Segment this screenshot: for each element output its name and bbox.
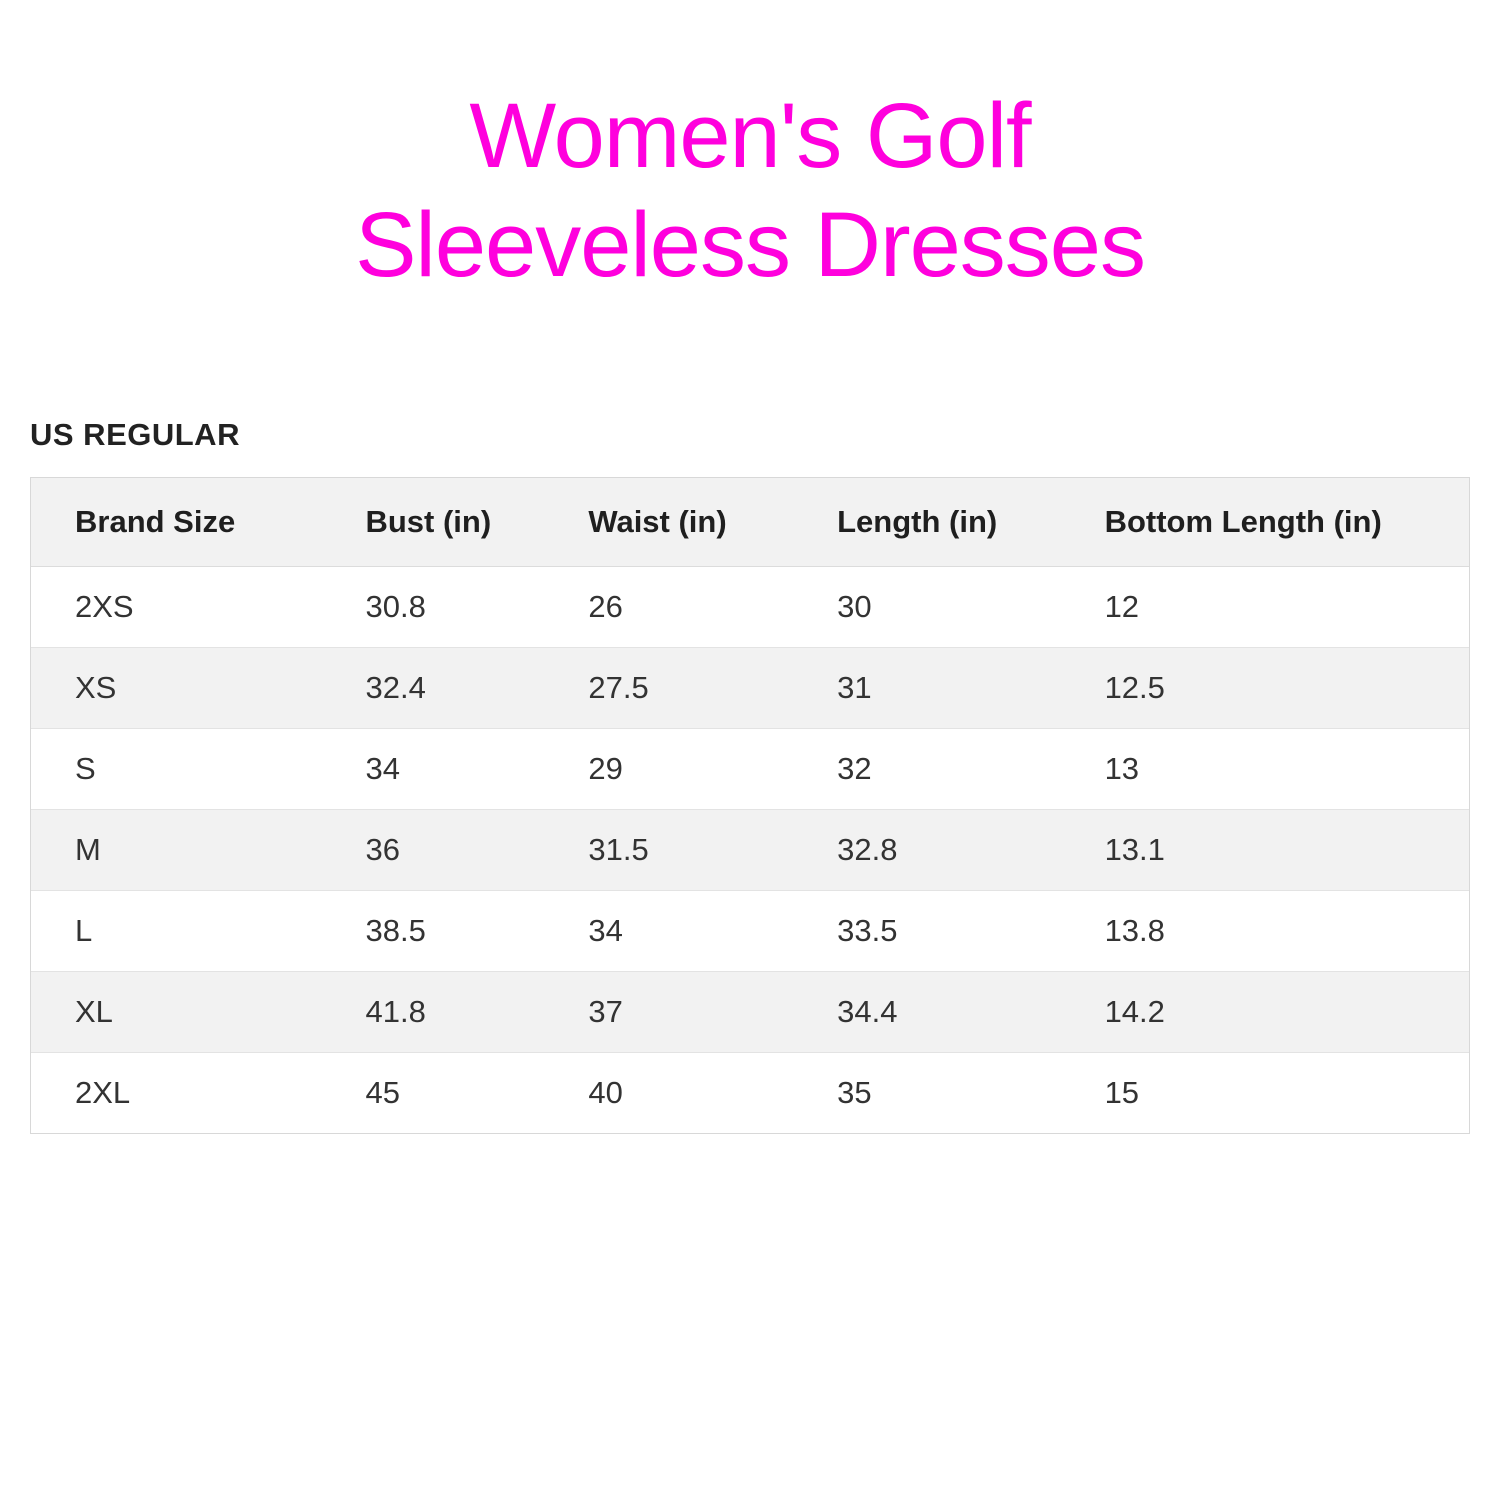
table-row — [31, 891, 1469, 972]
cell-bottom-length: 12 — [1061, 567, 1469, 648]
cell-bottom-length: 13.8 — [1061, 891, 1469, 972]
cell-bust: 30.8 — [321, 567, 544, 648]
page-title-line-2: Sleeveless Dresses — [355, 193, 1145, 296]
cell-waist: 27.5 — [544, 648, 793, 729]
cell-bottom-length: 14.2 — [1061, 972, 1469, 1053]
cell-brand-size: S — [31, 729, 321, 810]
cell-bottom-length: 13 — [1061, 729, 1469, 810]
cell-length: 32.8 — [793, 810, 1060, 891]
cell-bust: 36 — [321, 810, 544, 891]
cell-waist: 31.5 — [544, 810, 793, 891]
table-row — [31, 648, 1469, 729]
cell-bottom-length: 13.1 — [1061, 810, 1469, 891]
cell-bust: 38.5 — [321, 891, 544, 972]
cell-waist: 26 — [544, 567, 793, 648]
column-header-brand-size: Brand Size — [31, 478, 321, 567]
cell-bottom-length: 15 — [1104, 1075, 1140, 1111]
cell-waist: 34 — [544, 891, 793, 972]
size-chart-table-wrapper — [30, 477, 1470, 1134]
cell-bottom-length: 12.5 — [1061, 648, 1469, 729]
column-header-bottom-length: Bottom Length (in) — [1061, 478, 1469, 567]
cell-brand-size: L — [31, 891, 321, 972]
cell-length: 32 — [793, 729, 1060, 810]
cell-length: 30 — [793, 567, 1060, 648]
cell-waist: 40 — [588, 1075, 623, 1111]
table-body — [31, 567, 1469, 1134]
table-row — [31, 972, 1469, 1053]
cell-brand-size: 2XL — [75, 1075, 131, 1111]
cell-bust: 45 — [365, 1075, 400, 1111]
cell-waist: 37 — [544, 972, 793, 1053]
cell-bust: 32.4 — [321, 648, 544, 729]
table-row — [31, 1053, 1469, 1134]
page-title-line-1: Women's Golf — [469, 85, 1031, 187]
cell-length: 34.4 — [793, 972, 1060, 1053]
page-title — [0, 0, 1500, 299]
table-header-row — [31, 478, 1469, 567]
cell-bust: 34 — [321, 729, 544, 810]
table-row — [31, 729, 1469, 810]
size-chart-table — [31, 478, 1469, 1133]
table-row — [31, 567, 1469, 648]
section-label: US REGULAR — [30, 417, 240, 453]
column-header-waist: Waist (in) — [544, 478, 793, 567]
cell-brand-size: XL — [31, 972, 321, 1053]
cell-bust: 41.8 — [321, 972, 544, 1053]
cell-brand-size: 2XS — [31, 567, 321, 648]
cell-waist: 29 — [544, 729, 793, 810]
table-row — [31, 810, 1469, 891]
cell-brand-size: M — [31, 810, 321, 891]
table-header — [31, 478, 1469, 567]
cell-length: 31 — [793, 648, 1060, 729]
cell-brand-size: XS — [31, 648, 321, 729]
column-header-length: Length (in) — [793, 478, 1060, 567]
cell-length: 35 — [837, 1075, 872, 1111]
column-header-bust: Bust (in) — [321, 478, 544, 567]
cell-length: 33.5 — [793, 891, 1060, 972]
